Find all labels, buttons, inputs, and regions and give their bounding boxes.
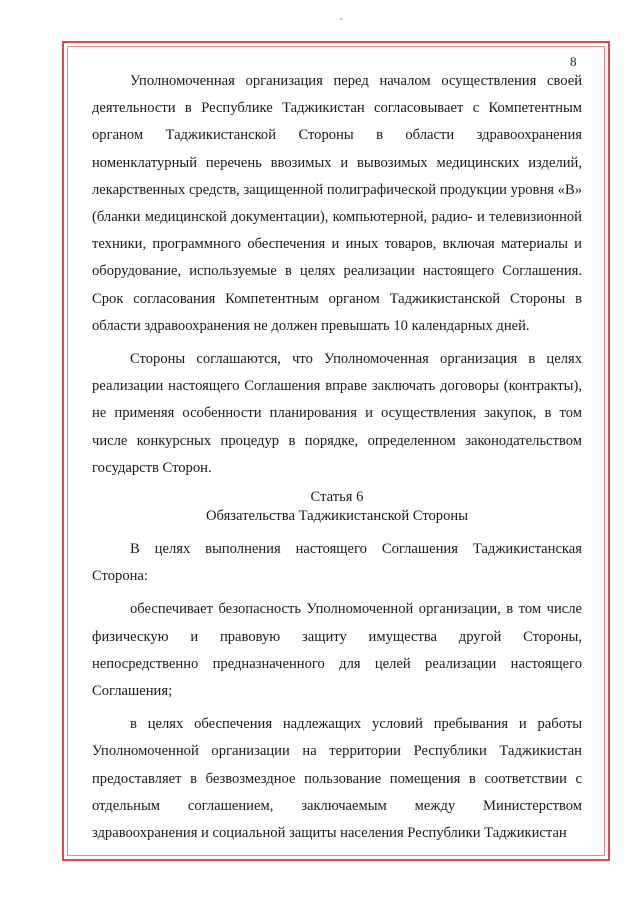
article-heading: [92, 488, 582, 526]
paragraph-2: Стороны соглашаются, что Уполномоченная организация в целях реализации настоящего Соглашения вправе заключать договоры (контракты), не применяя особенности планирования и осуществления закупок, в том числе конкурсных процедур в порядке, определенном законодательством государств Сторон.: [92, 351, 582, 476]
article-title: Обязательства Таджикистанской Стороны: [205, 508, 469, 525]
document-body: [92, 68, 582, 853]
article-number: Статья 6: [310, 489, 364, 506]
paragraph-5: в целях обеспечения надлежащих условий пребывания и работы Уполномоченной организации на территории Республики Таджикистан предоставляет в безвозмездное пользование помещения в соответствии с отдельным соглашением, заключаемым между Министерством здравоохранения и социальной защиты населения Республики Таджикистан: [92, 716, 582, 842]
paragraph-3: В целях выполнения настоящего Соглашения Таджикистанская Сторона:: [92, 541, 582, 585]
paragraph-1: Уполномоченная организация перед началом осуществления своей деятельности в Республике Таджикистан согласовывает с Компетентным органом Таджикистанской Стороны в области здравоохранения номенклатурный перечень ввозимых и вывозимых медицинских изделий, лекарственных средств, защищенной полиграфической продукции уровня «В» (бланки медицинской документации), компьютерной, радио- и телевизионной техники, программного обеспечения и иных товаров, включая материалы и оборудование, используемые в целях реализации настоящего Соглашения. Срок согласования Компетентным органом Таджикистанской Стороны в области здравоохранения не должен превышать 10 календарных дней.: [92, 73, 582, 334]
paragraph-4: обеспечивает безопасность Уполномоченной организации, в том числе физическую и правовую защиту имущества другой Стороны, непосредственно предназначенного для целей реализации настоящего Соглашения;: [92, 601, 582, 700]
scan-speck: [340, 18, 342, 20]
page-number: 8: [570, 54, 577, 69]
